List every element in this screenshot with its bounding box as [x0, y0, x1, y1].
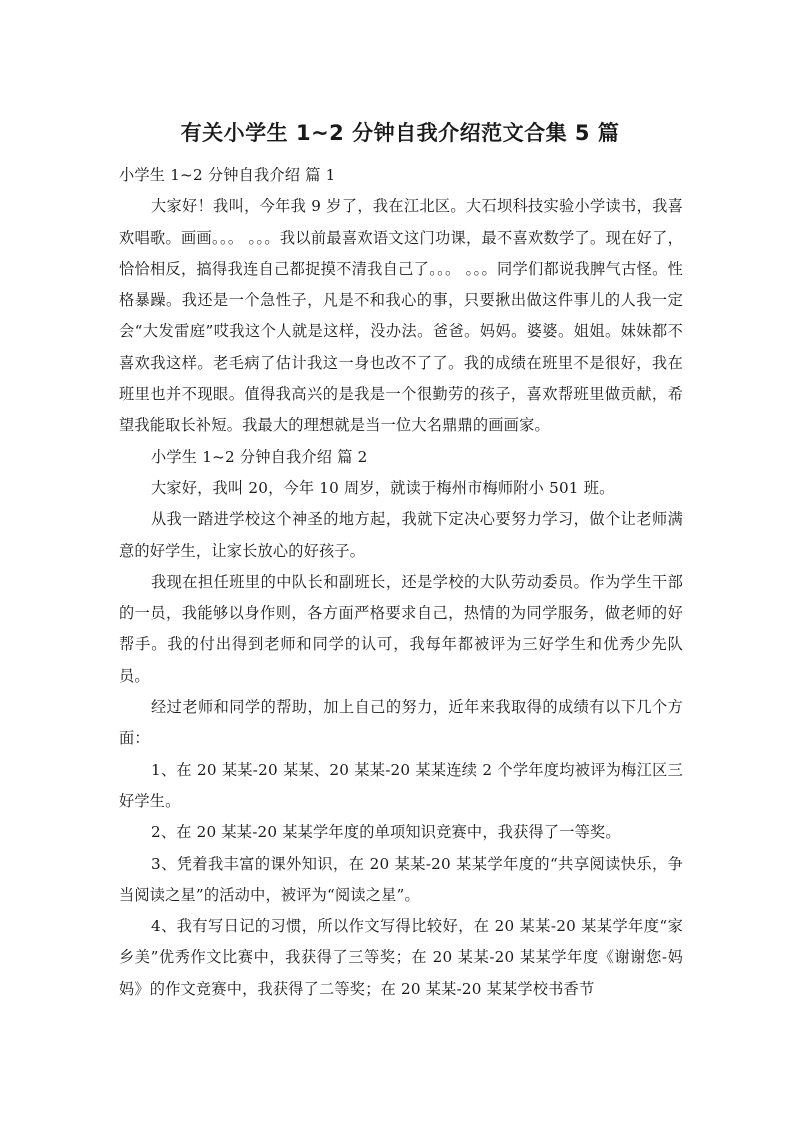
- list-item: 3、凭着我丰富的课外知识，在 20 某某-20 某某学年度的“共享阅读快乐，争当阅读之星”的活动中，被评为“阅读之星”。: [119, 854, 683, 904]
- paragraph: 我现在担任班里的中队长和副班长，还是学校的大队劳动委员。作为学生干部的一员，我能够以身作则，各方面严格要求自己，热情的为同学服务，做老师的好帮手。我的付出得到老师和同学的认可，我每年都被评为三好学生和优秀少先队员。: [119, 572, 683, 685]
- paragraph: 从我一踏进学校这个神圣的地方起，我就下定决心要努力学习，做个让老师满意的好学生，让家长放心的好孩子。: [119, 510, 683, 560]
- paragraph: 经过老师和同学的帮助，加上自己的努力，近年来我取得的成绩有以下几个方面：: [119, 698, 683, 748]
- section-heading-2: 小学生 1~2 分钟自我介绍 篇 2: [151, 447, 368, 466]
- document-title: 有关小学生 1~2 分钟自我介绍范文合集 5 篇: [180, 121, 620, 145]
- list-item: 4、我有写日记的习惯，所以作文写得比较好，在 20 某某-20 某某学年度“家乡美”优秀作文比赛中，我获得了三等奖；在 20 某某-20 某某学年度《谢谢您-妈妈》的作文竞赛中，我获得了二等奖；在 20 某某-20 某某学校书香节: [119, 917, 683, 998]
- paragraph: 大家好！我叫，今年我 9 岁了，我在江北区。大石坝科技实验小学读书，我喜欢唱歌。画画。。。 。。。我以前最喜欢语文这门功课，最不喜欢数学了。现在好了，恰恰相反，搞得我连自己都捉摸不清我自己了。。。 。。。同学们都说我脾气古怪。性格暴躁。我还是一个急性子，凡是不和我心的事，只要揪出做这件事儿的人我一定会“大发雷庭”哎我这个人就是这样，没办法。爸爸。妈妈。婆婆。姐姐。妹妹都不喜欢我这样。老毛病了估计我这一身也改不了了。我的成绩在班里不是很好，我在班里也并不现眼。值得我高兴的是我是一个很勤劳的孩子，喜欢帮班里做贡献，希望我能取长补短。我最大的理想就是当一位大名鼎鼎的画画家。: [119, 197, 683, 435]
- list-item: 1、在 20 某某-20 某某、20 某某-20 某某连续 2 个学年度均被评为梅江区三好学生。: [119, 760, 683, 810]
- list-item: 2、在 20 某某-20 某某学年度的单项知识竞赛中，我获得了一等奖。: [151, 823, 621, 842]
- paragraph: 大家好，我叫 20，今年 10 周岁，就读于梅州市梅师附小 501 班。: [151, 478, 615, 497]
- section-heading-1: 小学生 1~2 分钟自我介绍 篇 1: [119, 166, 336, 184]
- document-body: [119, 160, 683, 1005]
